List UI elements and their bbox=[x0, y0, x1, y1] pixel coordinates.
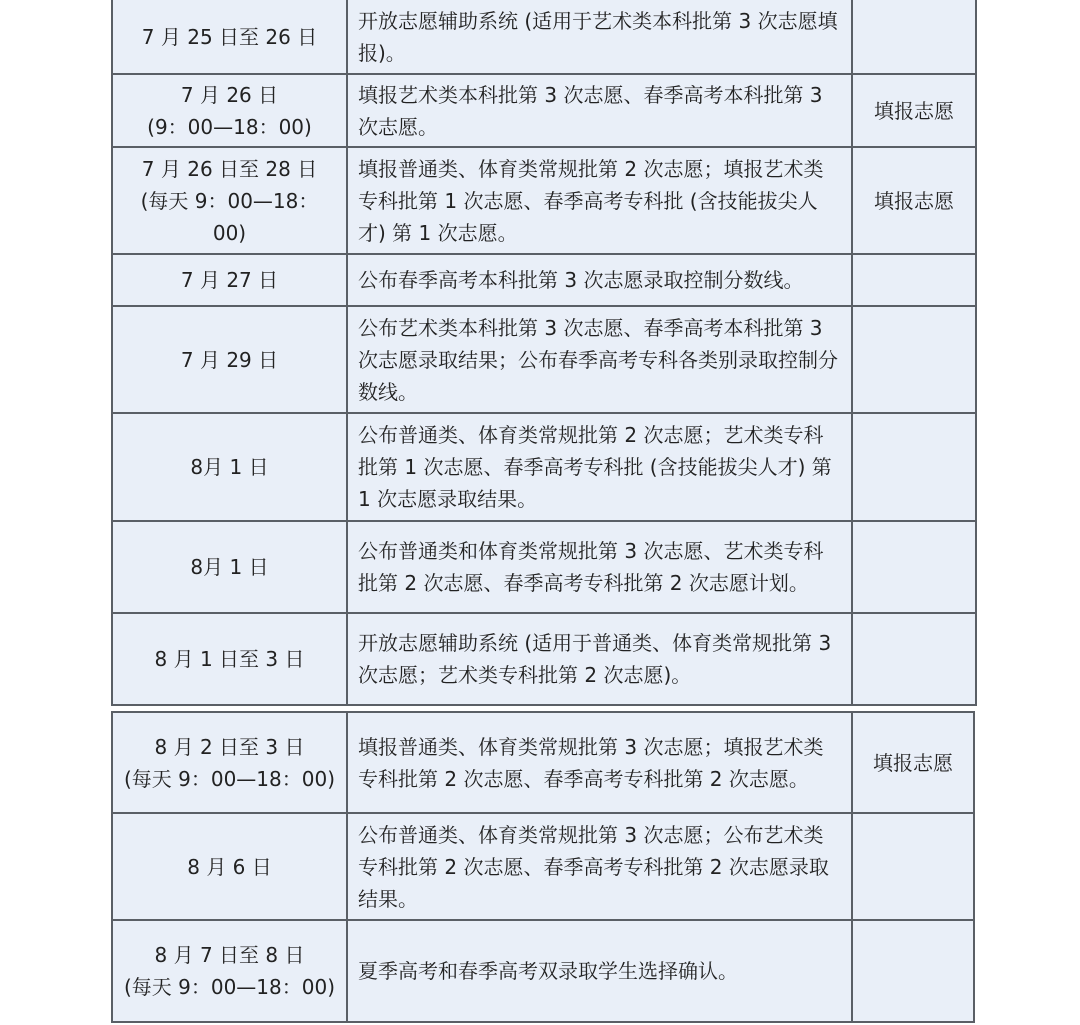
note-cell bbox=[852, 813, 974, 920]
content-cell: 夏季高考和春季高考双录取学生选择确认。 bbox=[347, 920, 852, 1022]
content-cell: 填报艺术类本科批第 3 次志愿、春季高考本科批第 3 次志愿。 bbox=[347, 74, 852, 147]
content-cell: 开放志愿辅助系统 (适用于普通类、体育类常规批第 3 次志愿；艺术类专科批第 2 次志愿)。 bbox=[347, 613, 852, 705]
content-cell: 公布普通类和体育类常规批第 3 次志愿、艺术类专科批第 2 次志愿、春季高考专科批第 2 次志愿计划。 bbox=[347, 521, 852, 613]
date-cell: 7 月 26 日 (9：00—18：00) bbox=[112, 74, 347, 147]
date-cell: 7 月 25 日至 26 日 bbox=[112, 0, 347, 74]
table-row bbox=[112, 0, 976, 74]
content-cell: 填报普通类、体育类常规批第 2 次志愿；填报艺术类专科批第 1 次志愿、春季高考专科批 (含技能拔尖人才) 第 1 次志愿。 bbox=[347, 147, 852, 254]
note-cell: 填报志愿 bbox=[852, 74, 976, 147]
table-row bbox=[112, 147, 976, 254]
date-cell: 8 月 6 日 bbox=[112, 813, 347, 920]
content-cell: 开放志愿辅助系统 (适用于艺术类本科批第 3 次志愿填报)。 bbox=[347, 0, 852, 74]
note-cell: 填报志愿 bbox=[852, 712, 974, 813]
table-row bbox=[112, 306, 976, 413]
table-row bbox=[112, 920, 974, 1022]
note-cell bbox=[852, 521, 976, 613]
note-cell bbox=[852, 413, 976, 521]
table-row bbox=[112, 254, 976, 306]
note-cell bbox=[852, 254, 976, 306]
table-row bbox=[112, 813, 974, 920]
content-cell: 公布普通类、体育类常规批第 2 次志愿；艺术类专科批第 1 次志愿、春季高考专科批 (含技能拔尖人才) 第 1 次志愿录取结果。 bbox=[347, 413, 852, 521]
note-cell: 填报志愿 bbox=[852, 147, 976, 254]
date-cell: 8 月 7 日至 8 日 (每天 9：00—18：00) bbox=[112, 920, 347, 1022]
content-cell: 公布艺术类本科批第 3 次志愿、春季高考本科批第 3 次志愿录取结果；公布春季高考专科各类别录取控制分数线。 bbox=[347, 306, 852, 413]
date-cell: 7 月 26 日至 28 日 (每天 9：00—18：00) bbox=[112, 147, 347, 254]
date-cell: 7 月 29 日 bbox=[112, 306, 347, 413]
date-cell: 8 月 1 日至 3 日 bbox=[112, 613, 347, 705]
note-cell bbox=[852, 920, 974, 1022]
content-cell: 公布普通类、体育类常规批第 3 次志愿；公布艺术类专科批第 2 次志愿、春季高考专科批第 2 次志愿录取结果。 bbox=[347, 813, 852, 920]
table-row bbox=[112, 712, 974, 813]
date-cell: 8月 1 日 bbox=[112, 413, 347, 521]
date-cell: 8月 1 日 bbox=[112, 521, 347, 613]
note-cell bbox=[852, 0, 976, 74]
note-cell bbox=[852, 613, 976, 705]
content-cell: 填报普通类、体育类常规批第 3 次志愿；填报艺术类专科批第 2 次志愿、春季高考专科批第 2 次志愿。 bbox=[347, 712, 852, 813]
table-row bbox=[112, 413, 976, 521]
date-cell: 7 月 27 日 bbox=[112, 254, 347, 306]
table-row bbox=[112, 74, 976, 147]
schedule-table-bottom bbox=[111, 711, 975, 1023]
date-cell: 8 月 2 日至 3 日 (每天 9：00—18：00) bbox=[112, 712, 347, 813]
schedule-table-top bbox=[111, 0, 977, 706]
note-cell bbox=[852, 306, 976, 413]
table-row bbox=[112, 613, 976, 705]
content-cell: 公布春季高考本科批第 3 次志愿录取控制分数线。 bbox=[347, 254, 852, 306]
table-row bbox=[112, 521, 976, 613]
